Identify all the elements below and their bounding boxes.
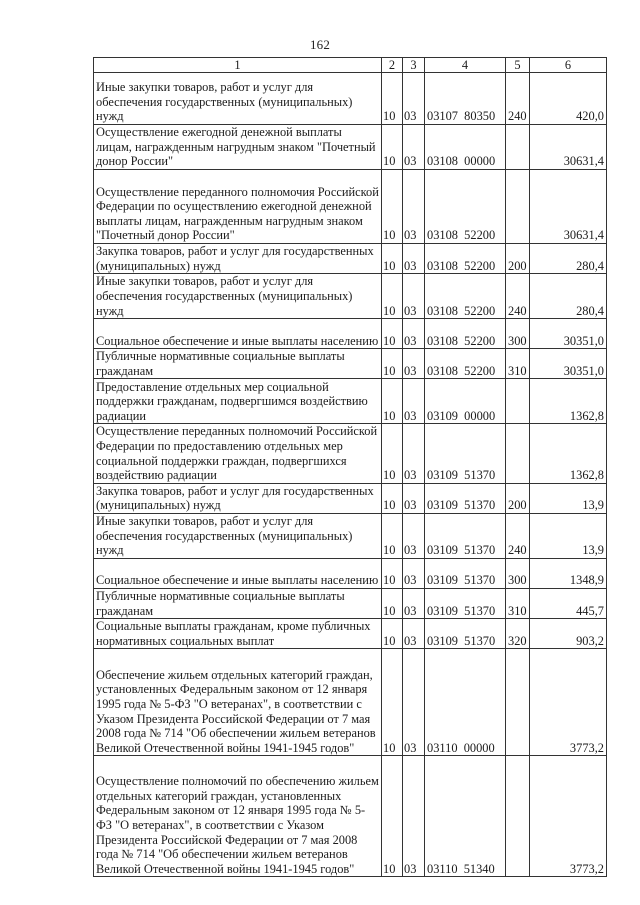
row-description: Обеспечение жильем отдельных категорий граждан, установленных Федеральным законом от 12 января 1995 года № 5-ФЗ "О ветеранах", в соответствии с Указом Президента Российской Федерации от 7 мая 2008 года № 714 "Об обеспечении жильем ветеранов Великой Отечественной войны 1941-1945 годов": [94, 649, 382, 756]
table-row: [94, 73, 607, 125]
subsection-code: 03: [403, 483, 425, 513]
amount: 420,0: [530, 73, 607, 125]
column-header: 4: [425, 58, 506, 73]
section-code: 10: [382, 274, 403, 319]
amount: 30351,0: [530, 319, 607, 349]
column-header: 1: [94, 58, 382, 73]
subsection-code: 03: [403, 513, 425, 558]
subsection-code: 03: [403, 588, 425, 618]
row-description: Публичные нормативные социальные выплаты гражданам: [94, 588, 382, 618]
table-row: [94, 170, 607, 244]
amount: 903,2: [530, 619, 607, 649]
section-code: 10: [382, 424, 403, 483]
expense-type-code: 240: [506, 513, 530, 558]
target-article-code: 03108 52200: [425, 349, 506, 379]
section-code: 10: [382, 649, 403, 756]
row-description: Иные закупки товаров, работ и услуг для обеспечения государственных (муниципальных) нужд: [94, 274, 382, 319]
subsection-code: 03: [403, 424, 425, 483]
subsection-code: 03: [403, 558, 425, 588]
target-article-code: 03110 51340: [425, 756, 506, 877]
table-row: [94, 319, 607, 349]
column-header: 3: [403, 58, 425, 73]
section-code: 10: [382, 756, 403, 877]
target-article-code: 03108 52200: [425, 244, 506, 274]
expense-type-code: 300: [506, 558, 530, 588]
column-header: 2: [382, 58, 403, 73]
subsection-code: 03: [403, 319, 425, 349]
subsection-code: 03: [403, 170, 425, 244]
row-description: Социальные выплаты гражданам, кроме публичных нормативных социальных выплат: [94, 619, 382, 649]
table-header-row: [94, 58, 607, 73]
section-code: 10: [382, 170, 403, 244]
amount: 3773,2: [530, 649, 607, 756]
table-row: [94, 483, 607, 513]
section-code: 10: [382, 513, 403, 558]
table-row: [94, 619, 607, 649]
target-article-code: 03109 00000: [425, 379, 506, 424]
amount: 1362,8: [530, 424, 607, 483]
amount: 280,4: [530, 244, 607, 274]
subsection-code: 03: [403, 756, 425, 877]
row-description: Предоставление отдельных мер социальной поддержки гражданам, подвергшимся воздействию радиации: [94, 379, 382, 424]
expense-type-code: 200: [506, 483, 530, 513]
table-row: [94, 756, 607, 877]
target-article-code: 03109 51370: [425, 588, 506, 618]
subsection-code: 03: [403, 349, 425, 379]
amount: 3773,2: [530, 756, 607, 877]
target-article-code: 03109 51370: [425, 483, 506, 513]
table-row: [94, 274, 607, 319]
amount: 13,9: [530, 513, 607, 558]
section-code: 10: [382, 349, 403, 379]
expense-type-code: [506, 379, 530, 424]
table-row: [94, 513, 607, 558]
expense-type-code: [506, 424, 530, 483]
row-description: Осуществление ежегодной денежной выплаты лицам, награжденным нагрудным знаком "Почетный донор России": [94, 125, 382, 170]
target-article-code: 03110 00000: [425, 649, 506, 756]
target-article-code: 03109 51370: [425, 424, 506, 483]
subsection-code: 03: [403, 274, 425, 319]
expense-type-code: 310: [506, 349, 530, 379]
target-article-code: 03108 52200: [425, 274, 506, 319]
row-description: Закупка товаров, работ и услуг для государственных (муниципальных) нужд: [94, 244, 382, 274]
section-code: 10: [382, 558, 403, 588]
amount: 30351,0: [530, 349, 607, 379]
table-body: [94, 73, 607, 877]
table-row: [94, 349, 607, 379]
target-article-code: 03109 51370: [425, 558, 506, 588]
expense-type-code: 200: [506, 244, 530, 274]
expense-type-code: [506, 649, 530, 756]
target-article-code: 03108 52200: [425, 319, 506, 349]
table-row: [94, 379, 607, 424]
expense-type-code: [506, 170, 530, 244]
amount: 30631,4: [530, 170, 607, 244]
row-description: Иные закупки товаров, работ и услуг для обеспечения государственных (муниципальных) нужд: [94, 513, 382, 558]
section-code: 10: [382, 619, 403, 649]
budget-table: [93, 57, 607, 877]
row-description: Публичные нормативные социальные выплаты гражданам: [94, 349, 382, 379]
amount: 1362,8: [530, 379, 607, 424]
expense-type-code: [506, 756, 530, 877]
expense-type-code: 300: [506, 319, 530, 349]
target-article-code: 03108 00000: [425, 125, 506, 170]
expense-type-code: 240: [506, 274, 530, 319]
table-row: [94, 244, 607, 274]
section-code: 10: [382, 483, 403, 513]
amount: 13,9: [530, 483, 607, 513]
table-row: [94, 649, 607, 756]
amount: 1348,9: [530, 558, 607, 588]
target-article-code: 03109 51370: [425, 619, 506, 649]
table-row: [94, 558, 607, 588]
table-row: [94, 588, 607, 618]
column-header: 6: [530, 58, 607, 73]
expense-type-code: 320: [506, 619, 530, 649]
target-article-code: 03108 52200: [425, 170, 506, 244]
section-code: 10: [382, 125, 403, 170]
amount: 280,4: [530, 274, 607, 319]
section-code: 10: [382, 244, 403, 274]
row-description: Закупка товаров, работ и услуг для государственных (муниципальных) нужд: [94, 483, 382, 513]
subsection-code: 03: [403, 125, 425, 170]
subsection-code: 03: [403, 244, 425, 274]
row-description: Социальное обеспечение и иные выплаты населению: [94, 319, 382, 349]
amount: 30631,4: [530, 125, 607, 170]
section-code: 10: [382, 73, 403, 125]
column-header: 5: [506, 58, 530, 73]
section-code: 10: [382, 379, 403, 424]
table-row: [94, 125, 607, 170]
row-description: Социальное обеспечение и иные выплаты населению: [94, 558, 382, 588]
target-article-code: 03109 51370: [425, 513, 506, 558]
section-code: 10: [382, 588, 403, 618]
expense-type-code: 240: [506, 73, 530, 125]
subsection-code: 03: [403, 649, 425, 756]
section-code: 10: [382, 319, 403, 349]
row-description: Иные закупки товаров, работ и услуг для обеспечения государственных (муниципальных) нужд: [94, 73, 382, 125]
subsection-code: 03: [403, 73, 425, 125]
target-article-code: 03107 80350: [425, 73, 506, 125]
table-row: [94, 424, 607, 483]
row-description: Осуществление переданных полномочий Российской Федерации по предоставлению отдельных мер социальной поддержки граждан, подвергшихся воздействию радиации: [94, 424, 382, 483]
subsection-code: 03: [403, 379, 425, 424]
expense-type-code: [506, 125, 530, 170]
subsection-code: 03: [403, 619, 425, 649]
row-description: Осуществление переданного полномочия Российской Федерации по осуществлению ежегодной денежной выплаты лицам, награжденным нагрудным знаком "Почетный донор России": [94, 170, 382, 244]
amount: 445,7: [530, 588, 607, 618]
expense-type-code: 310: [506, 588, 530, 618]
page-number: 162: [309, 37, 331, 52]
row-description: Осуществление полномочий по обеспечению жильем отдельных категорий граждан, установленных Федеральным законом от 12 января 1995 года № 5-ФЗ "О ветеранах", в соответствии с Указом Президента Российской Федерации от 7 мая 2008 года № 714 "Об обеспечении жильем ветеранов Великой Отечественной войны 1941-1945 годов": [94, 756, 382, 877]
